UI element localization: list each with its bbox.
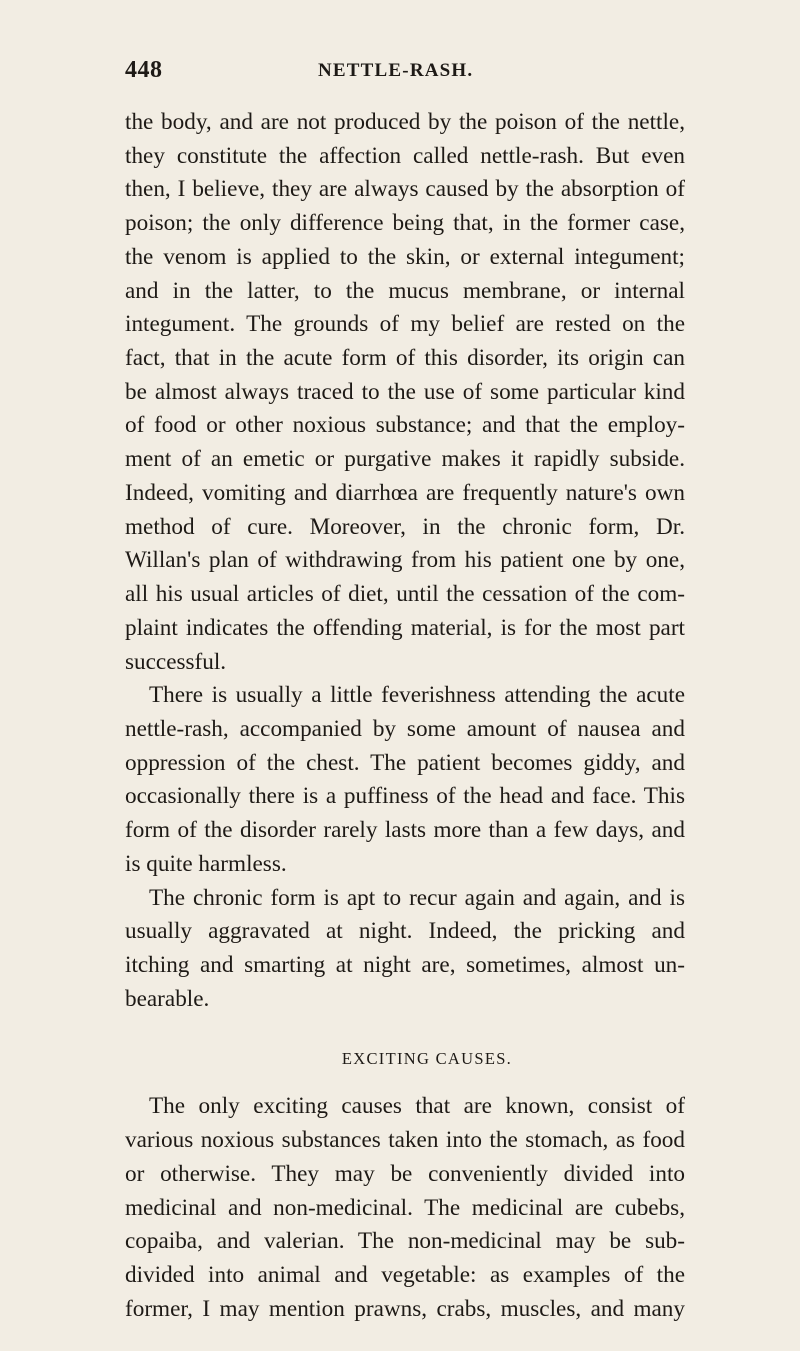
text-line: then, I believe, they are always caused by the absorption of (125, 176, 685, 203)
text-line: and in the latter, to the mucus membrane, or internal (125, 277, 685, 304)
text-line: various noxious substances taken into the stomach, as food (125, 1127, 685, 1154)
text-line: nettle-rash, accompanied by some amount of nausea and (125, 715, 685, 742)
paragraph-4 (125, 1090, 685, 1326)
section-heading: EXCITING CAUSES. (341, 1049, 513, 1069)
text-line: of food or other noxious substance; and that the employ- (125, 412, 685, 439)
text-line: Willan's plan of withdrawing from his patient one by one, (125, 547, 685, 574)
text-line: bearable. (125, 985, 210, 1012)
text-line: they constitute the affection called nettle-rash. But even (125, 142, 685, 169)
text-line: The chronic form is apt to recur again and again, and is (149, 884, 685, 911)
running-title: NETTLE-RASH. (318, 60, 474, 81)
text-line: itching and smarting at night are, sometimes, almost un- (125, 951, 685, 978)
text-line: The only exciting causes that are known, consist of (149, 1093, 685, 1120)
page-number: 448 (125, 57, 163, 83)
text-line: plaint indicates the offending material, is for the most part (125, 614, 685, 641)
body-text (125, 106, 685, 1326)
text-line: the venom is applied to the skin, or external integument; (125, 243, 685, 270)
text-line: There is usually a little feverishness attending the acute (149, 682, 685, 709)
text-line: the body, and are not produced by the poison of the nettle, (125, 109, 685, 135)
text-line: former, I may mention prawns, crabs, muscles, and many (125, 1295, 685, 1322)
text-line: form of the disorder rarely lasts more than a few days, and (125, 817, 685, 844)
paragraph-3 (125, 882, 685, 1017)
text-line: is quite harmless. (125, 850, 287, 877)
text-line: Indeed, vomiting and diarrhœa are frequently nature's own (125, 479, 685, 506)
paragraph-2 (125, 679, 685, 881)
text-line: or otherwise. They may be conveniently divided into (125, 1160, 685, 1187)
paragraph-1 (125, 106, 685, 679)
text-line: medicinal and non-medicinal. The medicinal are cubebs, (125, 1194, 685, 1221)
text-line: usually aggravated at night. Indeed, the pricking and (125, 918, 685, 945)
page-header (125, 57, 685, 97)
text-line: poison; the only difference being that, in the former case, (125, 210, 685, 237)
text-line: be almost always traced to the use of some particular kind (125, 378, 685, 405)
text-line: method of cure. Moreover, in the chronic form, Dr. (125, 513, 685, 540)
text-line: successful. (125, 648, 227, 675)
text-line: integument. The grounds of my belief are rested on the (125, 311, 685, 338)
text-line: oppression of the chest. The patient becomes giddy, and (125, 749, 685, 776)
text-line: fact, that in the acute form of this disorder, its origin can (125, 345, 685, 372)
text-line: ment of an emetic or purgative makes it rapidly subside. (125, 446, 685, 473)
text-line: all his usual articles of diet, until the cessation of the com- (125, 581, 685, 608)
text-line: divided into animal and vegetable: as examples of the (125, 1262, 685, 1288)
text-line: occasionally there is a puffiness of the head and face. This (125, 783, 685, 810)
text-line: copaiba, and valerian. The non-medicinal may be sub- (125, 1228, 685, 1255)
